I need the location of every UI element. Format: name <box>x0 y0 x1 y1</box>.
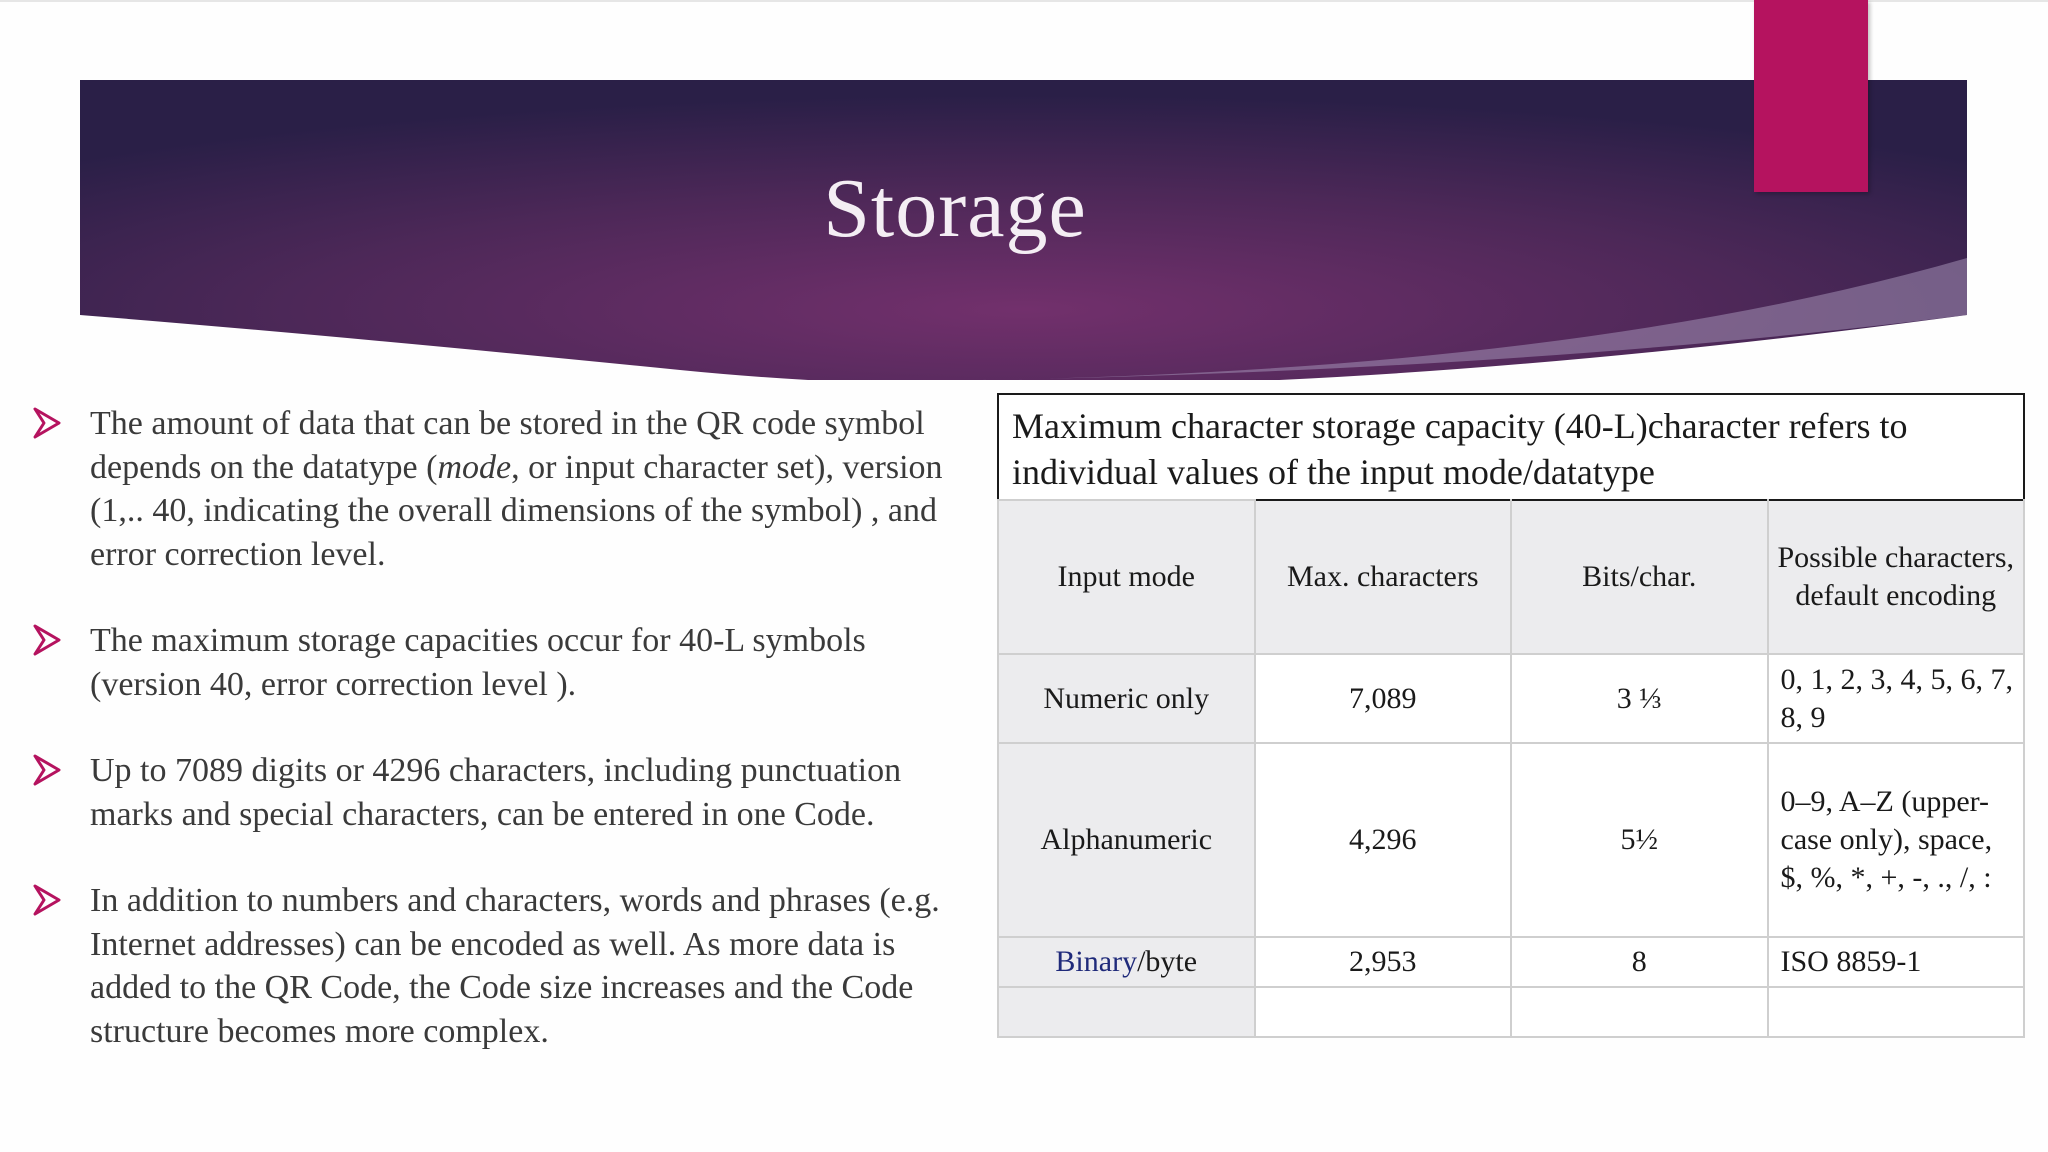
cell-max: 4,296 <box>1255 743 1512 937</box>
binary-link[interactable]: Binary <box>1055 945 1138 978</box>
cell-empty <box>1255 987 1512 1037</box>
arrow-bullet-icon <box>32 752 62 788</box>
cell-bits: 8 <box>1511 937 1768 987</box>
table-caption: Maximum character storage capacity (40-L)character refers to individual values of the input mode/datatype <box>997 393 2025 499</box>
arrow-bullet-icon <box>32 405 62 441</box>
bullet-item <box>30 749 970 836</box>
cell-chars: 0–9, A–Z (upper-case only), space, $, %, *, +, -, ., /, : <box>1768 743 2025 937</box>
cell-mode: Alphanumeric <box>998 743 1255 937</box>
bullet-text: The maximum storage capacities occur for 40-L symbols (version 40, error correction level ). <box>90 622 866 703</box>
table-header-row <box>998 500 2024 654</box>
cell-bits: 3 ⅓ <box>1511 654 1768 743</box>
cell-bits: 5½ <box>1511 743 1768 937</box>
cell-empty <box>1511 987 1768 1037</box>
cell-mode: Numeric only <box>998 654 1255 743</box>
table-row-empty <box>998 987 2024 1037</box>
table-row <box>998 743 2024 937</box>
bullet-emphasis: mode <box>437 448 512 486</box>
bullet-text: In addition to numbers and characters, words and phrases (e.g. Internet addresses) can be encoded as well. As more data is added to the QR Code, the Code size increases and the Code structure becomes more complex. <box>90 882 940 1050</box>
header-cell-input-mode: Input mode <box>998 500 1255 654</box>
bullet-item <box>30 402 970 576</box>
header-cell-bits-per-char: Bits/char. <box>1511 500 1768 654</box>
capacity-table <box>997 499 2025 1038</box>
cell-mode <box>998 937 1255 987</box>
slide-title: Storage <box>823 162 1087 255</box>
cell-empty <box>1768 987 2025 1037</box>
bullet-text: , or input character set), version (1,.. 40, indicating the overall dimensions of the symbol) , and error correction level. <box>90 448 943 573</box>
bullet-list <box>30 402 970 1053</box>
table-row <box>998 654 2024 743</box>
header-cell-possible-characters: Possible characters, default encoding <box>1768 500 2025 654</box>
bullet-text: The amount of data that can be stored in the QR code symbol depends on the datatype ( <box>90 405 925 486</box>
cell-max: 2,953 <box>1255 937 1512 987</box>
cell-max: 7,089 <box>1255 654 1512 743</box>
header-cell-max-characters: Max. characters <box>1255 500 1512 654</box>
bullet-item <box>30 619 970 706</box>
top-border <box>0 0 2048 2</box>
cell-chars: ISO 8859-1 <box>1768 937 2025 987</box>
bullet-text: Up to 7089 digits or 4296 characters, including punctuation marks and special characters, can be entered in one Code. <box>90 752 902 833</box>
cell-mode-suffix: /byte <box>1137 945 1198 978</box>
accent-tab <box>1754 0 1868 192</box>
arrow-bullet-icon <box>32 622 62 658</box>
cell-empty <box>998 987 1255 1037</box>
cell-chars: 0, 1, 2, 3, 4, 5, 6, 7, 8, 9 <box>1768 654 2025 743</box>
bullet-item <box>30 879 970 1053</box>
capacity-table-box <box>997 393 2025 1038</box>
arrow-bullet-icon <box>32 882 62 918</box>
table-row <box>998 937 2024 987</box>
